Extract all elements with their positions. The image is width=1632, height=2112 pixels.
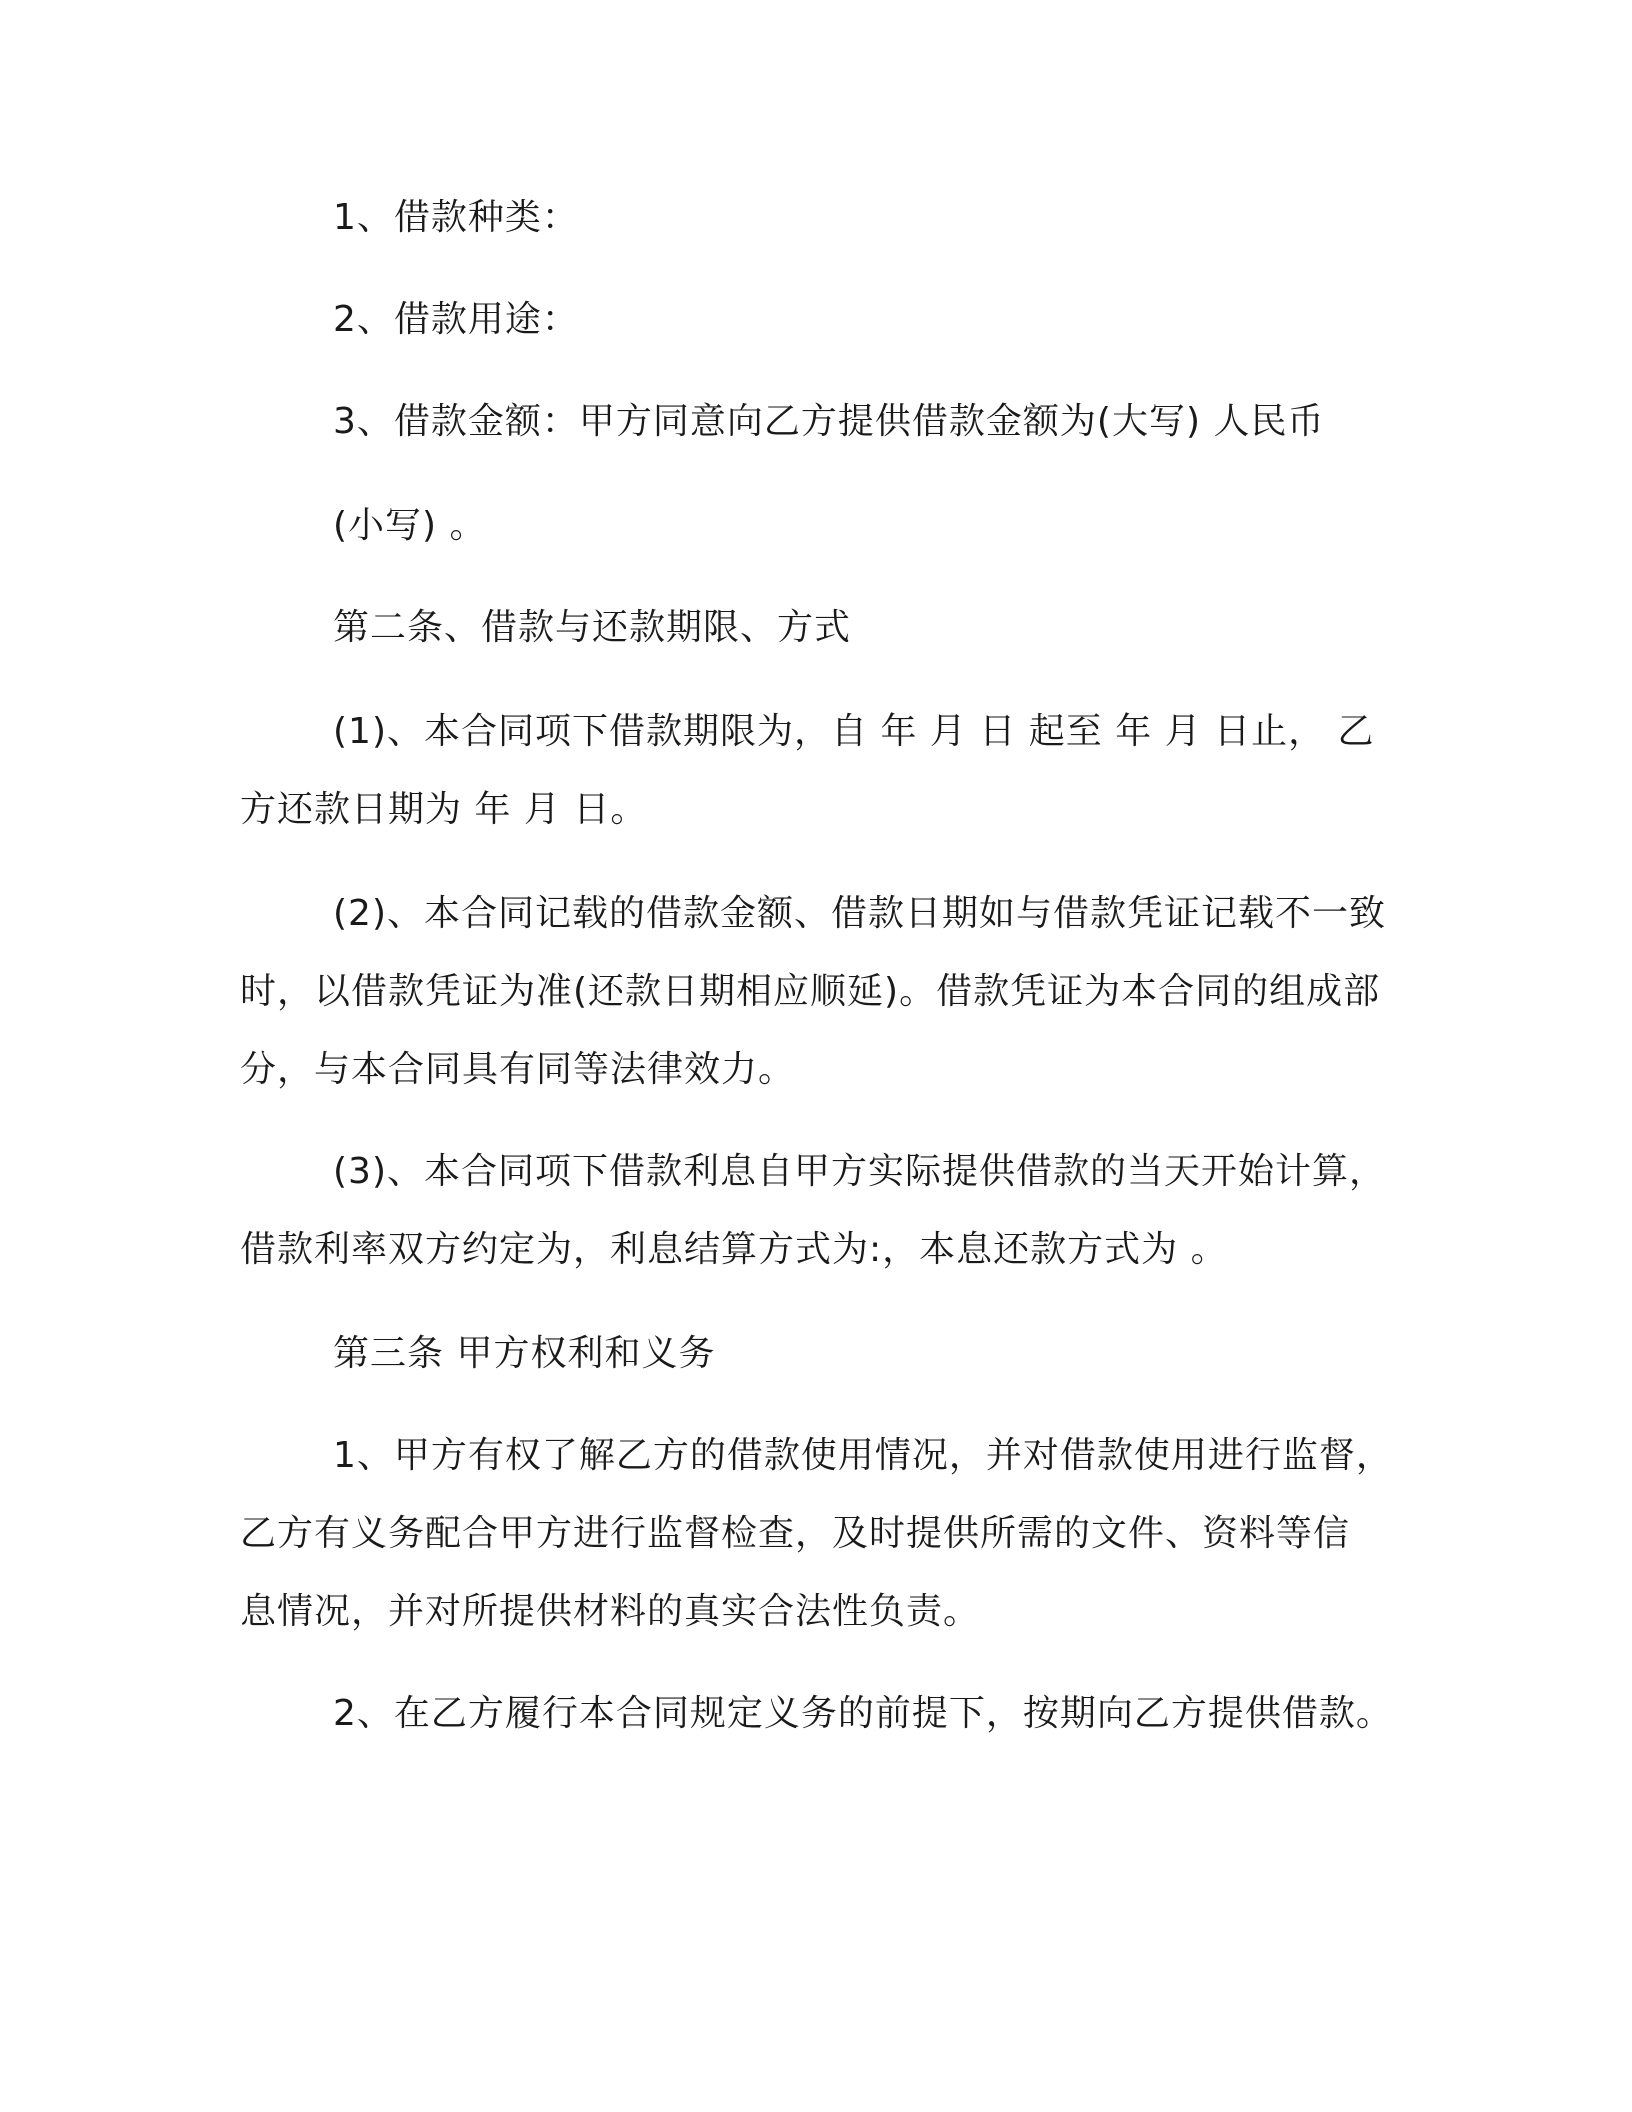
clause-2-line-1: (2)、本合同记载的借款金额、借款日期如与借款凭证记载不一致 xyxy=(333,893,1386,934)
clause-2-line-3: 分，与本合同具有同等法律效力。 xyxy=(240,1049,796,1090)
clause-1-line-1: (1)、本合同项下借款期限为，自 年 月 日 起至 年 月 日止， 乙 xyxy=(333,711,1375,752)
article-two-heading: 第二条、借款与还款期限、方式 xyxy=(333,607,852,648)
obligation-1-line-3: 息情况，并对所提供材料的真实合法性负责。 xyxy=(240,1591,981,1632)
obligation-2-line-1: 2、在乙方履行本合同规定义务的前提下，按期向乙方提供借款。 xyxy=(333,1693,1393,1734)
clause-3-line-2: 借款利率双方约定为，利息结算方式为:，本息还款方式为 。 xyxy=(240,1229,1228,1270)
clause-1-line-2: 方还款日期为 年 月 日。 xyxy=(240,789,648,830)
loan-type-item: 1、借款种类： xyxy=(333,197,579,238)
obligation-1-line-1: 1、甲方有权了解乙方的借款使用情况，并对借款使用进行监督， xyxy=(333,1435,1393,1476)
clause-3-line-1: (3)、本合同项下借款利息自甲方实际提供借款的当天开始计算， xyxy=(333,1151,1386,1192)
loan-purpose-item: 2、借款用途： xyxy=(333,299,579,340)
obligation-1-line-2: 乙方有义务配合甲方进行监督检查，及时提供所需的文件、资料等信 xyxy=(240,1513,1351,1554)
loan-amount-item: 3、借款金额：甲方同意向乙方提供借款金额为(大写) 人民币 xyxy=(333,401,1325,442)
article-three-heading: 第三条 甲方权利和义务 xyxy=(333,1333,716,1374)
loan-amount-lowercase: (小写) 。 xyxy=(333,505,487,546)
clause-2-line-2: 时，以借款凭证为准(还款日期相应顺延)。借款凭证为本合同的组成部 xyxy=(240,971,1381,1012)
